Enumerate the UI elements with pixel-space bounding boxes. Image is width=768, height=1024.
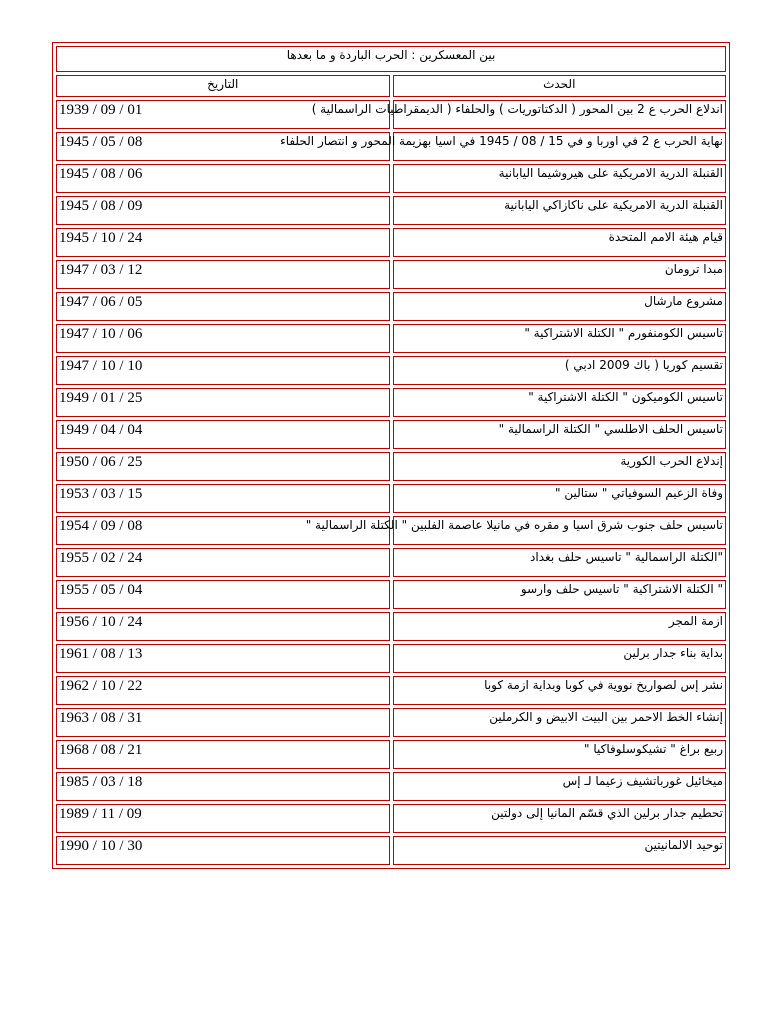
event-cell: تحطيم جدار برلين الذي قسّم المانيا إلى دولتين: [393, 804, 727, 833]
event-cell: ازمة المجر: [393, 612, 727, 641]
table-row: [56, 708, 726, 737]
date-cell: 1949 / 04 / 04: [56, 420, 390, 449]
date-cell: 1953 / 03 / 15: [56, 484, 390, 513]
event-cell: ربيع براغ " تشيكوسلوفاكيا ": [393, 740, 727, 769]
date-cell: 1945 / 10 / 24: [56, 228, 390, 257]
table-row: [56, 324, 726, 353]
table-row: [56, 516, 726, 545]
date-cell: 1947 / 10 / 10: [56, 356, 390, 385]
date-cell: 1939 / 09 / 01: [56, 100, 390, 129]
date-cell: 1963 / 08 / 31: [56, 708, 390, 737]
table-row: [56, 612, 726, 641]
date-cell: 1955 / 02 / 24: [56, 548, 390, 577]
date-cell: 1961 / 08 / 13: [56, 644, 390, 673]
header-row: [56, 75, 726, 97]
table-row: [56, 292, 726, 321]
event-cell: مبدا ترومان: [393, 260, 727, 289]
date-cell: 1985 / 03 / 18: [56, 772, 390, 801]
event-cell: إندلاع الحرب الكورية: [393, 452, 727, 481]
table-row: [56, 196, 726, 225]
event-cell: مشروع مارشال: [393, 292, 727, 321]
table-row: [56, 356, 726, 385]
event-cell: اندلاع الحرب ع 2 بين المحور ( الدكتاتوريات ) والحلفاء ( الديمقراطيات الراسمالية ): [393, 100, 727, 129]
event-cell: توحيد الالمانيتين: [393, 836, 727, 865]
event-cell: بداية بناء جدار برلين: [393, 644, 727, 673]
table-row: [56, 260, 726, 289]
date-cell: 1956 / 10 / 24: [56, 612, 390, 641]
table-row: [56, 484, 726, 513]
event-cell: قيام هيئة الامم المتحدة: [393, 228, 727, 257]
table-row: [56, 644, 726, 673]
date-cell: 1989 / 11 / 09: [56, 804, 390, 833]
date-cell: 1949 / 01 / 25: [56, 388, 390, 417]
date-cell: 1955 / 05 / 04: [56, 580, 390, 609]
table-row: [56, 548, 726, 577]
event-cell: تاسيس الحلف الاطلسي " الكتلة الراسمالية ": [393, 420, 727, 449]
date-cell: 1947 / 03 / 12: [56, 260, 390, 289]
event-cell: "الكتلة الراسمالية " تاسيس حلف بغداد: [393, 548, 727, 577]
event-cell: تاسيس الكوميكون " الكتلة الاشتراكية ": [393, 388, 727, 417]
date-column-header: التاريخ: [56, 75, 390, 97]
event-cell: القنبلة الدرية الامريكية على ناكازاكي اليابانية: [393, 196, 727, 225]
date-cell: 1945 / 08 / 09: [56, 196, 390, 225]
event-cell: ميخائيل غورباتشيف زعيما لـ إس: [393, 772, 727, 801]
table-row: [56, 804, 726, 833]
table-row: [56, 772, 726, 801]
table-row: [56, 228, 726, 257]
document-title: بين المعسكرين : الحرب الباردة و ما بعدها: [56, 46, 726, 72]
event-cell: القنبلة الدرية الامريكية على هيروشيما اليابانية: [393, 164, 727, 193]
date-cell: 1945 / 08 / 06: [56, 164, 390, 193]
table-row: [56, 452, 726, 481]
event-cell: نشر إس لصواريخ نووية في كوبا وبداية ازمة كوبا: [393, 676, 727, 705]
table-row: [56, 420, 726, 449]
date-cell: 1947 / 10 / 06: [56, 324, 390, 353]
table-row: [56, 836, 726, 865]
event-cell: " الكتلة الاشتراكية " تاسيس حلف وارسو: [393, 580, 727, 609]
chronology-table: [52, 42, 730, 869]
date-cell: 1947 / 06 / 05: [56, 292, 390, 321]
table-row: [56, 740, 726, 769]
event-cell: تقسيم كوريا ( باك 2009 ادبي ): [393, 356, 727, 385]
event-column-header: الحدث: [393, 75, 727, 97]
event-cell: إنشاء الخط الاحمر بين البيت الابيض و الكرملين: [393, 708, 727, 737]
event-cell: وفاة الزعيم السوفياتي " ستالين ": [393, 484, 727, 513]
table-row: [56, 676, 726, 705]
table-row: [56, 580, 726, 609]
event-cell: تاسيس حلف جنوب شرق اسيا و مقره في مانيلا عاصمة الفلبين " الكتلة الراسمالية ": [393, 516, 727, 545]
date-cell: 1945 / 05 / 08: [56, 132, 390, 161]
date-cell: 1968 / 08 / 21: [56, 740, 390, 769]
table-row: [56, 132, 726, 161]
title-row: [56, 46, 726, 72]
date-cell: 1962 / 10 / 22: [56, 676, 390, 705]
event-cell: تاسيس الكومنفورم " الكتلة الاشتراكية ": [393, 324, 727, 353]
date-cell: 1950 / 06 / 25: [56, 452, 390, 481]
event-cell: نهاية الحرب ع 2 في اوربا و في 15 / 08 / 1945 في اسيا بهزيمة المحور و انتصار الحلفاء: [393, 132, 727, 161]
table-row: [56, 100, 726, 129]
table-row: [56, 164, 726, 193]
date-cell: 1990 / 10 / 30: [56, 836, 390, 865]
table-row: [56, 388, 726, 417]
date-cell: 1954 / 09 / 08: [56, 516, 390, 545]
